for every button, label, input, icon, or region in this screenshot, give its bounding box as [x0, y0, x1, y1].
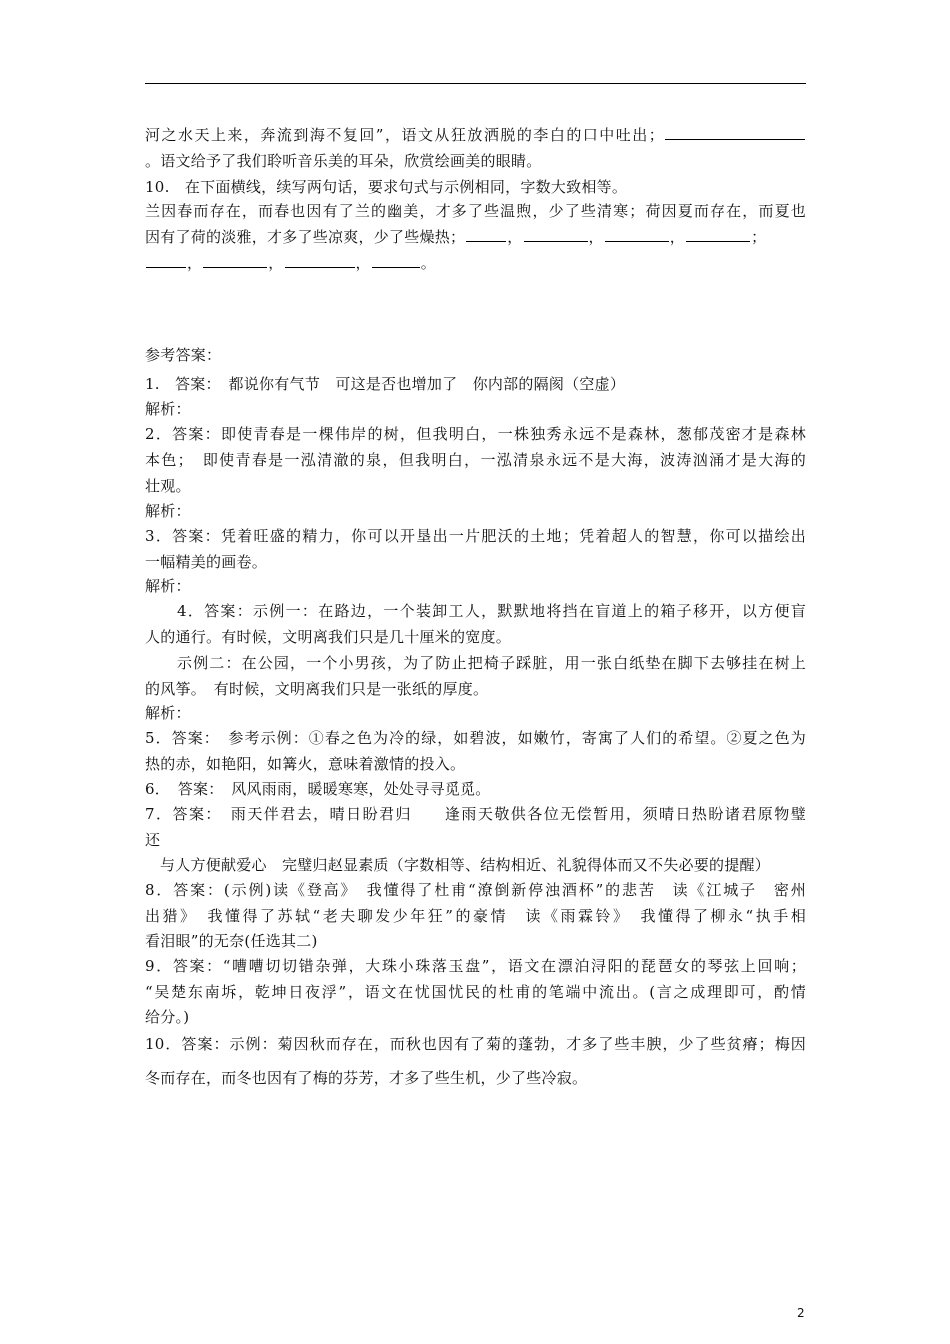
answer-blank[interactable]: [285, 253, 355, 268]
answer-10-line-1: 10．答案：示例：菊因秋而存在，而秋也因有了菊的蓬勃，才多了些丰腴，少了些贫瘠；梅因: [145, 1035, 806, 1053]
answer-1: 1. 答案： 都说你有气节 可这是否也增加了 你内部的隔阂（空虚）: [145, 375, 626, 393]
answer-2-line-3: 壮观。: [145, 477, 191, 495]
answer-blank[interactable]: [665, 125, 805, 140]
answer-9-line-2: “吴楚东南坼，乾坤日夜浮”，语文在忧国忧民的杜甫的笔端中流出。(言之成理即可，酌情: [145, 983, 806, 1001]
answer-blank[interactable]: [466, 227, 506, 242]
answer-3-line-1: 3．答案：凭着旺盛的精力，你可以开垦出一片肥沃的土地；凭着超人的智慧，你可以描绘出: [145, 527, 806, 545]
answers-heading: 参考答案：: [145, 346, 222, 364]
answer-4-line-3: 示例二：在公园，一个小男孩，为了防止把椅子踩脏，用一张白纸垫在脚下去够挂在树上: [177, 654, 806, 672]
answer-9-line-1: 9．答案：“嘈嘈切切错杂弹，大珠小珠落玉盘”，语文在漂泊浔阳的琵琶女的琴弦上回响；: [145, 957, 806, 975]
answer-9-line-3: 给分。): [145, 1008, 190, 1026]
answer-4-line-4: 的风筝。 有时候，文明离我们只是一张纸的厚度。: [145, 680, 489, 698]
q10-prompt: 10. 在下面横线，续写两句话，要求句式与示例相同，字数大致相等。: [145, 178, 628, 196]
q9-line-2: 。语文给予了我们聆听音乐美的耳朵，欣赏绘画美的眼睛。: [145, 152, 542, 170]
header-rule: [145, 83, 806, 84]
answer-5-line-2: 热的赤，如艳阳，如篝火，意味着激情的投入。: [145, 755, 466, 773]
answer-4-line-1: 4．答案：示例一：在路边，一个装卸工人，默默地将挡在盲道上的箱子移开，以方便盲: [177, 602, 806, 620]
answer-7-line-2: 还: [145, 831, 161, 849]
answer-blank[interactable]: [605, 227, 669, 242]
answer-blank[interactable]: [686, 227, 750, 242]
answer-2-line-2: 本色； 即使青春是一泓清澈的泉，但我明白，一泓清泉永远不是大海，波涛汹涌才是大海的: [145, 451, 806, 469]
q9-line-1: 河之水天上来，奔流到海不复回”，语文从狂放洒脱的李白的口中吐出；: [145, 125, 806, 145]
answer-3-line-2: 一幅精美的画卷。: [145, 553, 268, 571]
answer-6: 6． 答案： 风风雨雨，暖暖寒寒，处处寻寻觅觅。: [145, 780, 491, 798]
answer-blank[interactable]: [372, 253, 420, 268]
answer-2-line-1: 2．答案：即使青春是一棵伟岸的树，但我明白，一株独秀永远不是森林，葱郁茂密才是森林: [145, 425, 806, 443]
q10-example-line-2: 因有了荷的淡雅，才多了些凉爽，少了些燥热； ， ， ， ；: [145, 228, 767, 246]
answer-10-line-2: 冬而存在，而冬也因有了梅的芬芳，才多了些生机，少了些冷寂。: [145, 1069, 588, 1087]
answer-8-line-3: 看泪眼”的无奈(任选其二): [145, 932, 318, 950]
answer-7-line-3: 与人方便献爱心 完璧归赵显素质（字数相等、结构相近、礼貌得体而又不失必要的提醒）: [160, 856, 771, 874]
answer-blank[interactable]: [524, 227, 588, 242]
page-number: 2: [797, 1306, 805, 1320]
analysis-label: 解析：: [145, 577, 191, 595]
analysis-label: 解析：: [145, 502, 191, 520]
answer-8-line-2: 出猎》 我懂得了苏轼“老夫聊发少年狂”的豪情 读《雨霖铃》 我懂得了柳永“执手相: [145, 907, 806, 925]
answer-blank[interactable]: [203, 253, 267, 268]
answer-5-line-1: 5．答案： 参考示例：①春之色为冷的绿，如碧波，如嫩竹，寄寓了人们的希望。②夏之色为: [145, 729, 806, 747]
q10-example-line-1: 兰因春而存在，而春也因有了兰的幽美，才多了些温煦，少了些清寒；荷因夏而存在，而夏也: [145, 202, 806, 220]
analysis-label: 解析：: [145, 400, 191, 418]
answer-7-line-1: 7．答案： 雨天伴君去，晴日盼君归 逢雨天敬供各位无偿暂用，须晴日热盼诸君原物璧: [145, 805, 806, 823]
answer-4-line-2: 人的通行。有时候，文明离我们只是几十厘米的宽度。: [145, 628, 512, 646]
analysis-label: 解析：: [145, 704, 191, 722]
answer-8-line-1: 8．答案：(示例)读《登高》 我懂得了杜甫“潦倒新停浊酒杯”的悲苦 读《江城子 密州: [145, 881, 806, 899]
answer-blank[interactable]: [146, 253, 186, 268]
q10-blank-line: ， ， ， 。: [145, 253, 806, 273]
